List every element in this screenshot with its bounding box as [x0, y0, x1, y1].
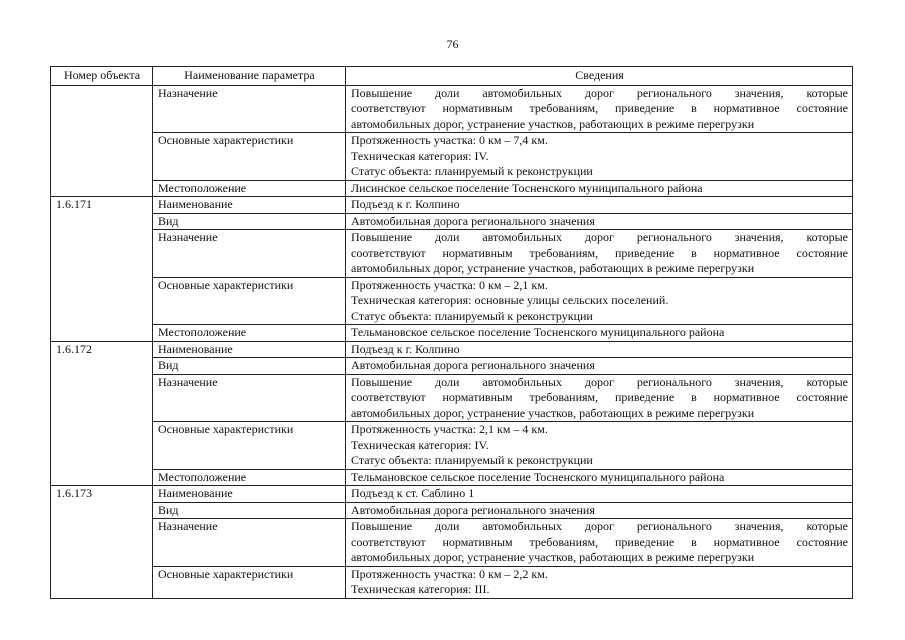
info-line: Подъезд к г. Колпино — [351, 341, 460, 356]
info-line: Статус объекта: планируемый к реконструкции — [351, 308, 593, 323]
info-line: Повышение доли автомобильных дорог регионального значения, которые — [351, 85, 848, 100]
table-row — [51, 422, 853, 470]
info-cell — [346, 566, 853, 598]
info-line: автомобильных дорог, устранение участков, работающих в режиме перегрузки — [351, 261, 755, 275]
info-cell — [346, 197, 853, 214]
info-line: Протяженность участка: 2,1 км – 4 км. — [351, 422, 548, 436]
objects-table — [50, 66, 853, 599]
parameter-name-cell: Наименование — [153, 197, 346, 214]
table-header-row — [51, 67, 853, 86]
info-line: Подъезд к ст. Саблино 1 — [351, 486, 475, 500]
info-line: Техническая категория: основные улицы сельских поселений. — [351, 293, 669, 307]
info-line: соответствуют нормативным требованиям, приведение в нормативное состояние — [351, 101, 848, 115]
object-number-cell: 1.6.172 — [51, 341, 153, 486]
info-cell — [346, 486, 853, 503]
parameter-name-cell: Местоположение — [153, 325, 346, 342]
table-row — [51, 325, 853, 342]
info-cell — [346, 230, 853, 278]
parameter-name-cell: Назначение — [153, 374, 346, 422]
parameter-name-cell: Назначение — [153, 85, 346, 133]
info-cell — [346, 133, 853, 181]
parameter-name-cell: Основные характеристики — [153, 422, 346, 470]
parameter-name-cell: Вид — [153, 213, 346, 230]
object-number-cell: 1.6.173 — [51, 486, 153, 599]
table-row — [51, 213, 853, 230]
info-line: Протяженность участка: 0 км – 2,1 км. — [351, 277, 548, 292]
info-cell — [346, 180, 853, 197]
info-cell — [346, 358, 853, 375]
info-cell — [346, 277, 853, 325]
object-number-cell: 1.6.171 — [51, 197, 153, 342]
info-cell — [346, 519, 853, 567]
info-line: Техническая категория: IV. — [351, 148, 489, 163]
info-line: Тельмановское сельское поселение Тосненского муниципального района — [351, 325, 725, 339]
info-line: Автомобильная дорога регионального значения — [351, 358, 595, 372]
table-row — [51, 133, 853, 181]
parameter-name-cell: Местоположение — [153, 180, 346, 197]
table-row — [51, 358, 853, 375]
info-line: Автомобильная дорога регионального значения — [351, 502, 595, 517]
table-body — [51, 85, 853, 598]
info-line: соответствуют нормативным требованиям, приведение в нормативное состояние — [351, 390, 848, 404]
info-line: Повышение доли автомобильных дорог регионального значения, которые — [351, 519, 848, 533]
parameter-name-cell: Наименование — [153, 486, 346, 503]
page-number: 76 — [446, 37, 459, 51]
header-info: Сведения — [346, 67, 853, 86]
info-cell — [346, 469, 853, 486]
info-cell — [346, 502, 853, 519]
info-cell — [346, 422, 853, 470]
info-line: соответствуют нормативным требованиям, приведение в нормативное состояние — [351, 245, 848, 260]
info-line: Лисинское сельское поселение Тосненского муниципального района — [351, 180, 703, 195]
info-cell — [346, 325, 853, 342]
table-row — [51, 502, 853, 519]
table-row — [51, 566, 853, 598]
parameter-name-cell: Вид — [153, 358, 346, 375]
info-line: автомобильных дорог, устранение участков, работающих в режиме перегрузки — [351, 550, 755, 564]
parameter-name-cell: Основные характеристики — [153, 566, 346, 598]
parameter-name-cell: Назначение — [153, 519, 346, 567]
info-cell — [346, 341, 853, 358]
info-line: Статус объекта: планируемый к реконструкции — [351, 164, 593, 178]
info-line: Протяженность участка: 0 км – 2,2 км. — [351, 566, 548, 581]
parameter-name-cell: Вид — [153, 502, 346, 519]
table-row — [51, 277, 853, 325]
table-row — [51, 180, 853, 197]
info-line: Повышение доли автомобильных дорог регионального значения, которые — [351, 230, 848, 244]
table-row — [51, 519, 853, 567]
object-number-cell — [51, 85, 153, 197]
info-line: автомобильных дорог, устранение участков, работающих в режиме перегрузки — [351, 116, 755, 131]
table-row — [51, 374, 853, 422]
parameter-name-cell: Назначение — [153, 230, 346, 278]
table-row — [51, 341, 853, 358]
parameter-name-cell: Местоположение — [153, 469, 346, 486]
info-line: автомобильных дорог, устранение участков, работающих в режиме перегрузки — [351, 405, 755, 420]
info-line: Автомобильная дорога регионального значения — [351, 213, 595, 228]
info-line: Тельмановское сельское поселение Тосненского муниципального района — [351, 469, 725, 484]
info-cell — [346, 374, 853, 422]
info-cell — [346, 213, 853, 230]
header-object-number: Номер объекта — [51, 67, 153, 86]
table-row — [51, 230, 853, 278]
info-line: Техническая категория: III. — [351, 582, 490, 596]
info-line: соответствуют нормативным требованиям, приведение в нормативное состояние — [351, 534, 848, 549]
table-row — [51, 85, 853, 133]
table-row — [51, 486, 853, 503]
info-line: Протяженность участка: 0 км – 7,4 км. — [351, 133, 548, 147]
parameter-name-cell: Наименование — [153, 341, 346, 358]
info-line: Повышение доли автомобильных дорог регионального значения, которые — [351, 374, 848, 389]
info-line: Подъезд к г. Колпино — [351, 197, 460, 211]
header-parameter-name: Наименование параметра — [153, 67, 346, 86]
info-cell — [346, 85, 853, 133]
info-line: Техническая категория: IV. — [351, 437, 489, 452]
parameter-name-cell: Основные характеристики — [153, 133, 346, 181]
table-row — [51, 197, 853, 214]
parameter-name-cell: Основные характеристики — [153, 277, 346, 325]
info-line: Статус объекта: планируемый к реконструкции — [351, 453, 593, 467]
table-row — [51, 469, 853, 486]
